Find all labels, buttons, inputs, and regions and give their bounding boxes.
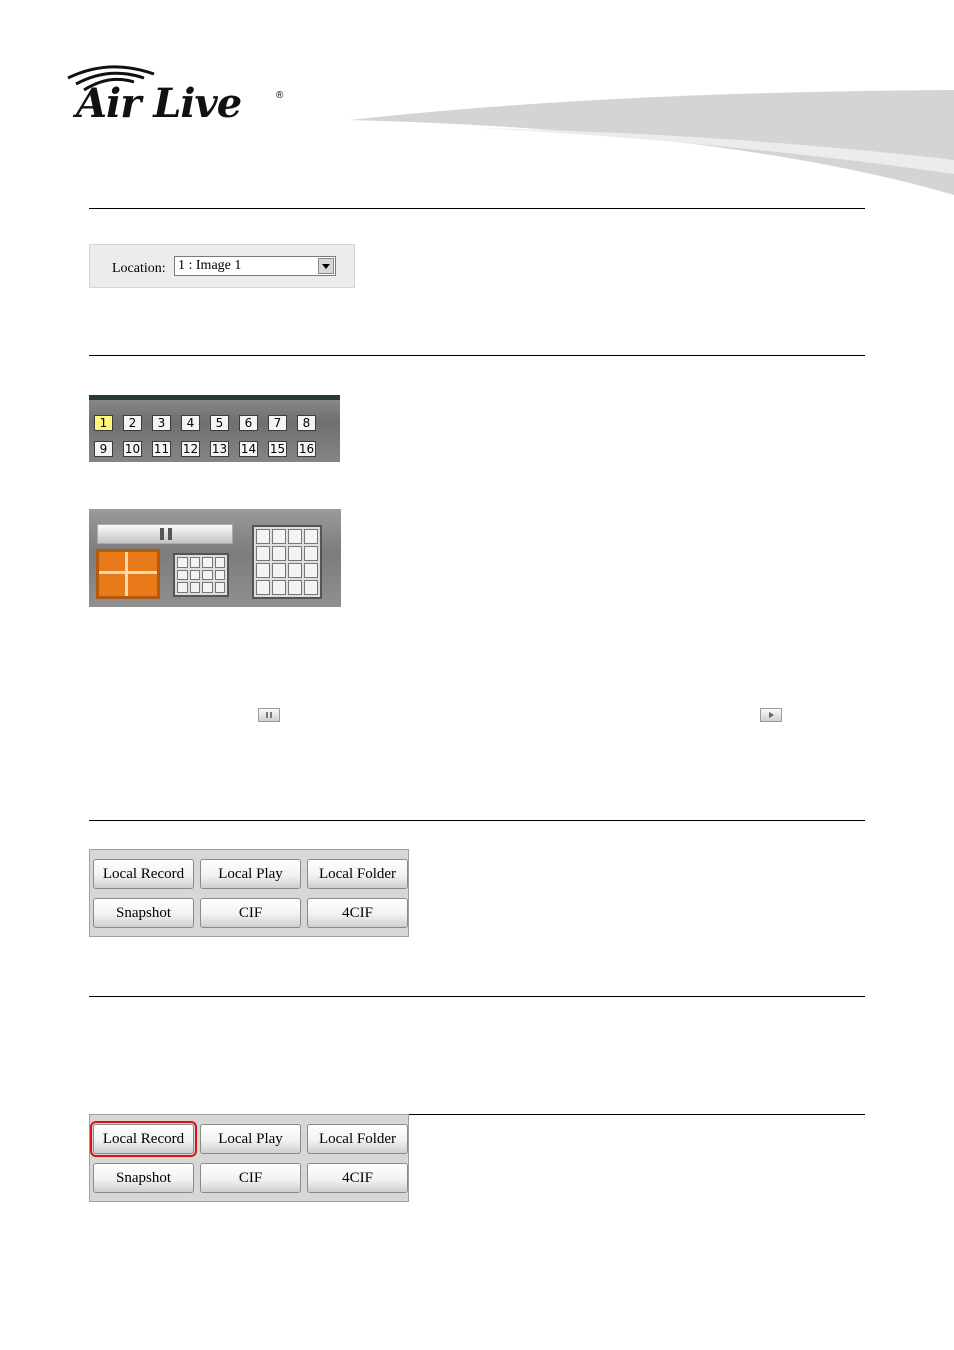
channel-button-14[interactable]: 14 <box>240 442 257 456</box>
channel-button-10[interactable]: 10 <box>124 442 141 456</box>
local-folder-button[interactable]: Local Folder <box>307 1124 408 1154</box>
channel-button-1[interactable]: 1 <box>94 415 113 431</box>
pause-icon <box>160 528 164 540</box>
channel-button-13[interactable]: 13 <box>211 442 228 456</box>
pause-button[interactable] <box>97 524 233 544</box>
channel-button-6[interactable]: 6 <box>239 415 258 431</box>
local-play-button[interactable]: Local Play <box>200 1124 301 1154</box>
channel-button-8[interactable]: 8 <box>297 415 316 431</box>
channel-button-12[interactable]: 12 <box>182 442 199 456</box>
location-select[interactable] <box>174 256 336 276</box>
section-divider <box>89 820 865 821</box>
local-play-button[interactable]: Local Play <box>200 859 301 889</box>
brand-name: Air Live <box>76 80 242 127</box>
snapshot-button[interactable]: Snapshot <box>93 1163 194 1193</box>
channel-row-2 <box>94 441 316 457</box>
channel-button-9[interactable]: 9 <box>94 441 113 457</box>
local-folder-button[interactable]: Local Folder <box>307 859 408 889</box>
channel-button-7[interactable]: 7 <box>268 415 287 431</box>
channel-button-5[interactable]: 5 <box>210 415 229 431</box>
snapshot-button[interactable]: Snapshot <box>93 898 194 928</box>
split-view-panel <box>89 509 341 607</box>
location-panel <box>89 244 355 288</box>
local-record-button[interactable]: Local Record <box>93 859 194 889</box>
airlive-logo <box>62 62 292 132</box>
location-value: 1 : Image 1 <box>178 258 242 273</box>
pause-icon[interactable] <box>258 708 280 722</box>
channel-button-4[interactable]: 4 <box>181 415 200 431</box>
record-control-panel <box>89 849 409 937</box>
cif-button[interactable]: CIF <box>200 898 301 928</box>
header-swoosh-graphic <box>350 90 954 200</box>
channel-row-1 <box>94 415 316 431</box>
location-label: Location: <box>112 261 166 276</box>
registered-mark: ® <box>276 90 284 101</box>
channel-button-16[interactable]: 16 <box>298 442 315 456</box>
local-record-button[interactable]: Local Record <box>93 1124 194 1154</box>
channel-button-2[interactable]: 2 <box>123 415 142 431</box>
pause-icon <box>168 528 172 540</box>
section-divider <box>89 208 865 209</box>
chevron-down-icon[interactable] <box>318 258 334 274</box>
play-icon[interactable] <box>760 708 782 722</box>
4cif-button[interactable]: 4CIF <box>307 898 408 928</box>
split-4-button[interactable] <box>96 549 160 599</box>
4cif-button[interactable]: 4CIF <box>307 1163 408 1193</box>
channel-button-3[interactable]: 3 <box>152 415 171 431</box>
channel-selector <box>89 395 340 462</box>
channel-button-15[interactable]: 15 <box>269 442 286 456</box>
channel-button-11[interactable]: 11 <box>153 442 170 456</box>
channel-panel-top-bar <box>89 395 340 400</box>
section-divider <box>89 355 865 356</box>
section-divider <box>89 996 865 997</box>
split-16-button[interactable] <box>252 525 322 599</box>
record-control-panel <box>89 1114 409 1202</box>
split-9-button[interactable] <box>173 553 229 597</box>
cif-button[interactable]: CIF <box>200 1163 301 1193</box>
